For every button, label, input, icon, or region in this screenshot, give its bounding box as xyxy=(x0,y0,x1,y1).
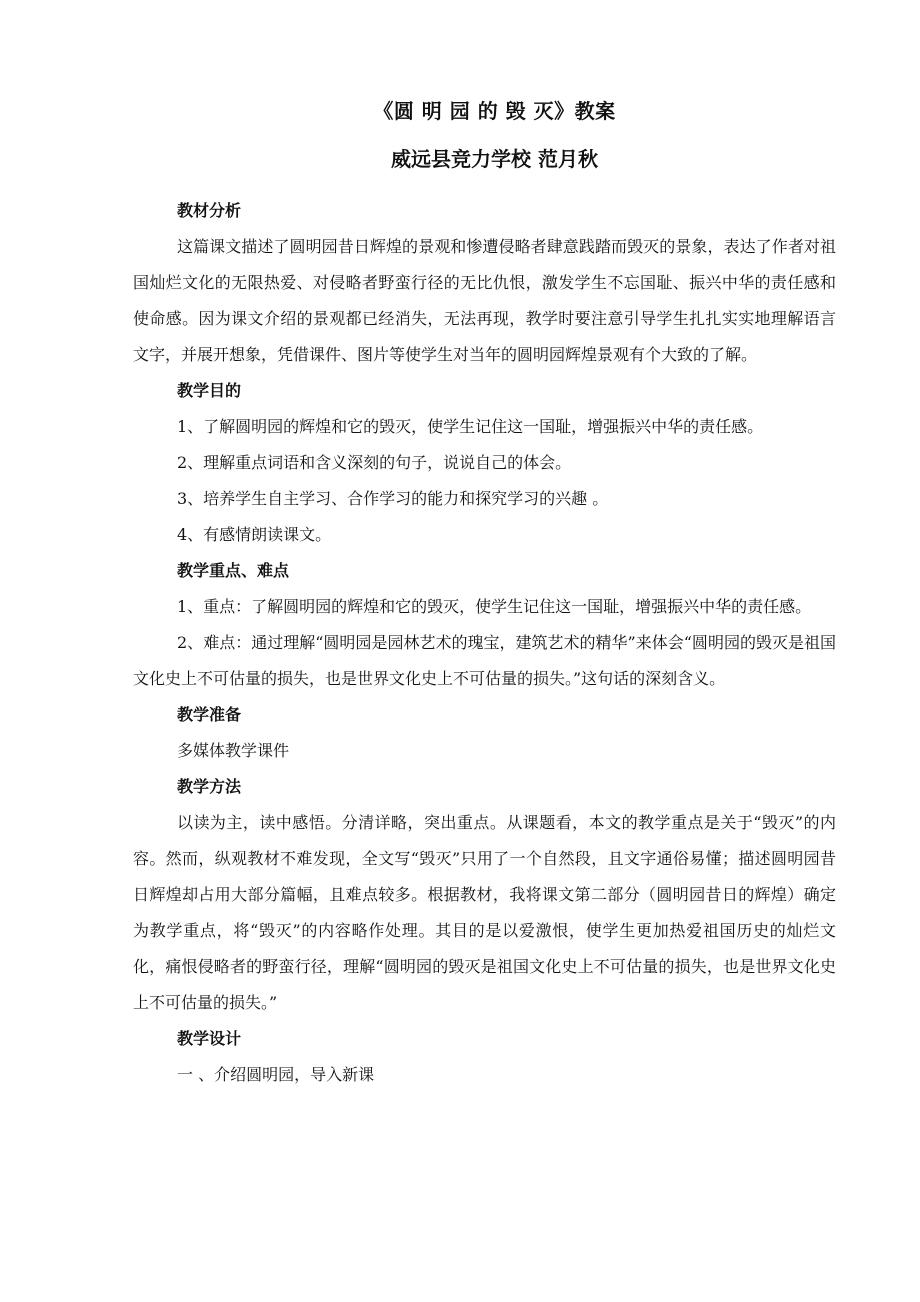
goal-item-2: 2、理解重点词语和含义深刻的句子，说说自己的体会。 xyxy=(177,453,572,472)
section-heading-preparation: 教学准备 xyxy=(177,705,242,724)
page-title: 《圆 明 园 的 毁 灭》教案 xyxy=(373,99,616,123)
analysis-paragraph: 这篇课文描述了圆明园昔日辉煌的景观和惨遭侵略者肆意践踏而毁灭的景象，表达了作者对祖国灿烂文化的无限热爱、对侵略者野蛮行径的无比仇恨，激发学生不忘国耻、振兴中华的责任感和使命感。因为课文介绍的景观都已经消失，无法再现，教学时要注意引导学生扎扎实实地理解语言文字，并展开想象，凭借课件、图片等使学生对当年的圆明园辉煌景观有个大致的了解。 xyxy=(133,237,836,364)
goal-item-3: 3、培养学生自主学习、合作学习的能力和探究学习的兴趣 。 xyxy=(177,489,609,508)
method-paragraph: 以读为主，读中感悟。分清详略，突出重点。从课题看，本文的教学重点是关于“毁灭”的内容。然而，纵观教材不难发现，全文写“毁灭”只用了一个自然段，且文字通俗易懂；描述圆明园昔日辉煌却占用大部分篇幅，且难点较多。根据教材，我将课文第二部分（圆明园昔日的辉煌）确定为教学重点，将“毁灭”的内容略作处理。其目的是以爱激恨，使学生更加热爱祖国历史的灿烂文化，痛恨侵略者的野蛮行径，理解“圆明园的毁灭是祖国文化史上不可估量的损失，也是世界文化史上不可估量的损失。” xyxy=(133,813,836,1012)
key-point-item-2: 2、难点：通过理解“圆明园是园林艺术的瑰宝，建筑艺术的精华”来体会“圆明园的毁灭是祖国文化史上不可估量的损失，也是世界文化史上不可估量的损失。”这句话的深刻含义。 xyxy=(133,633,836,688)
design-first-step: 一 、介绍圆明园，导入新课 xyxy=(177,1065,375,1084)
goal-item-4: 4、有感情朗读课文。 xyxy=(177,525,332,544)
section-heading-design: 教学设计 xyxy=(177,1029,242,1048)
section-heading-method: 教学方法 xyxy=(177,777,242,796)
author-line: 威远县竞力学校 范月秋 xyxy=(391,147,598,171)
section-heading-analysis: 教材分析 xyxy=(177,201,242,220)
preparation-paragraph: 多媒体教学课件 xyxy=(177,741,290,760)
key-point-item-1: 1、重点：了解圆明园的辉煌和它的毁灭，使学生记住这一国耻，增强振兴中华的责任感。 xyxy=(177,597,812,616)
section-heading-goals: 教学目的 xyxy=(177,381,242,400)
goal-item-1: 1、了解圆明园的辉煌和它的毁灭，使学生记住这一国耻，增强振兴中华的责任感。 xyxy=(177,417,764,436)
section-heading-key-points: 教学重点、难点 xyxy=(177,561,290,580)
